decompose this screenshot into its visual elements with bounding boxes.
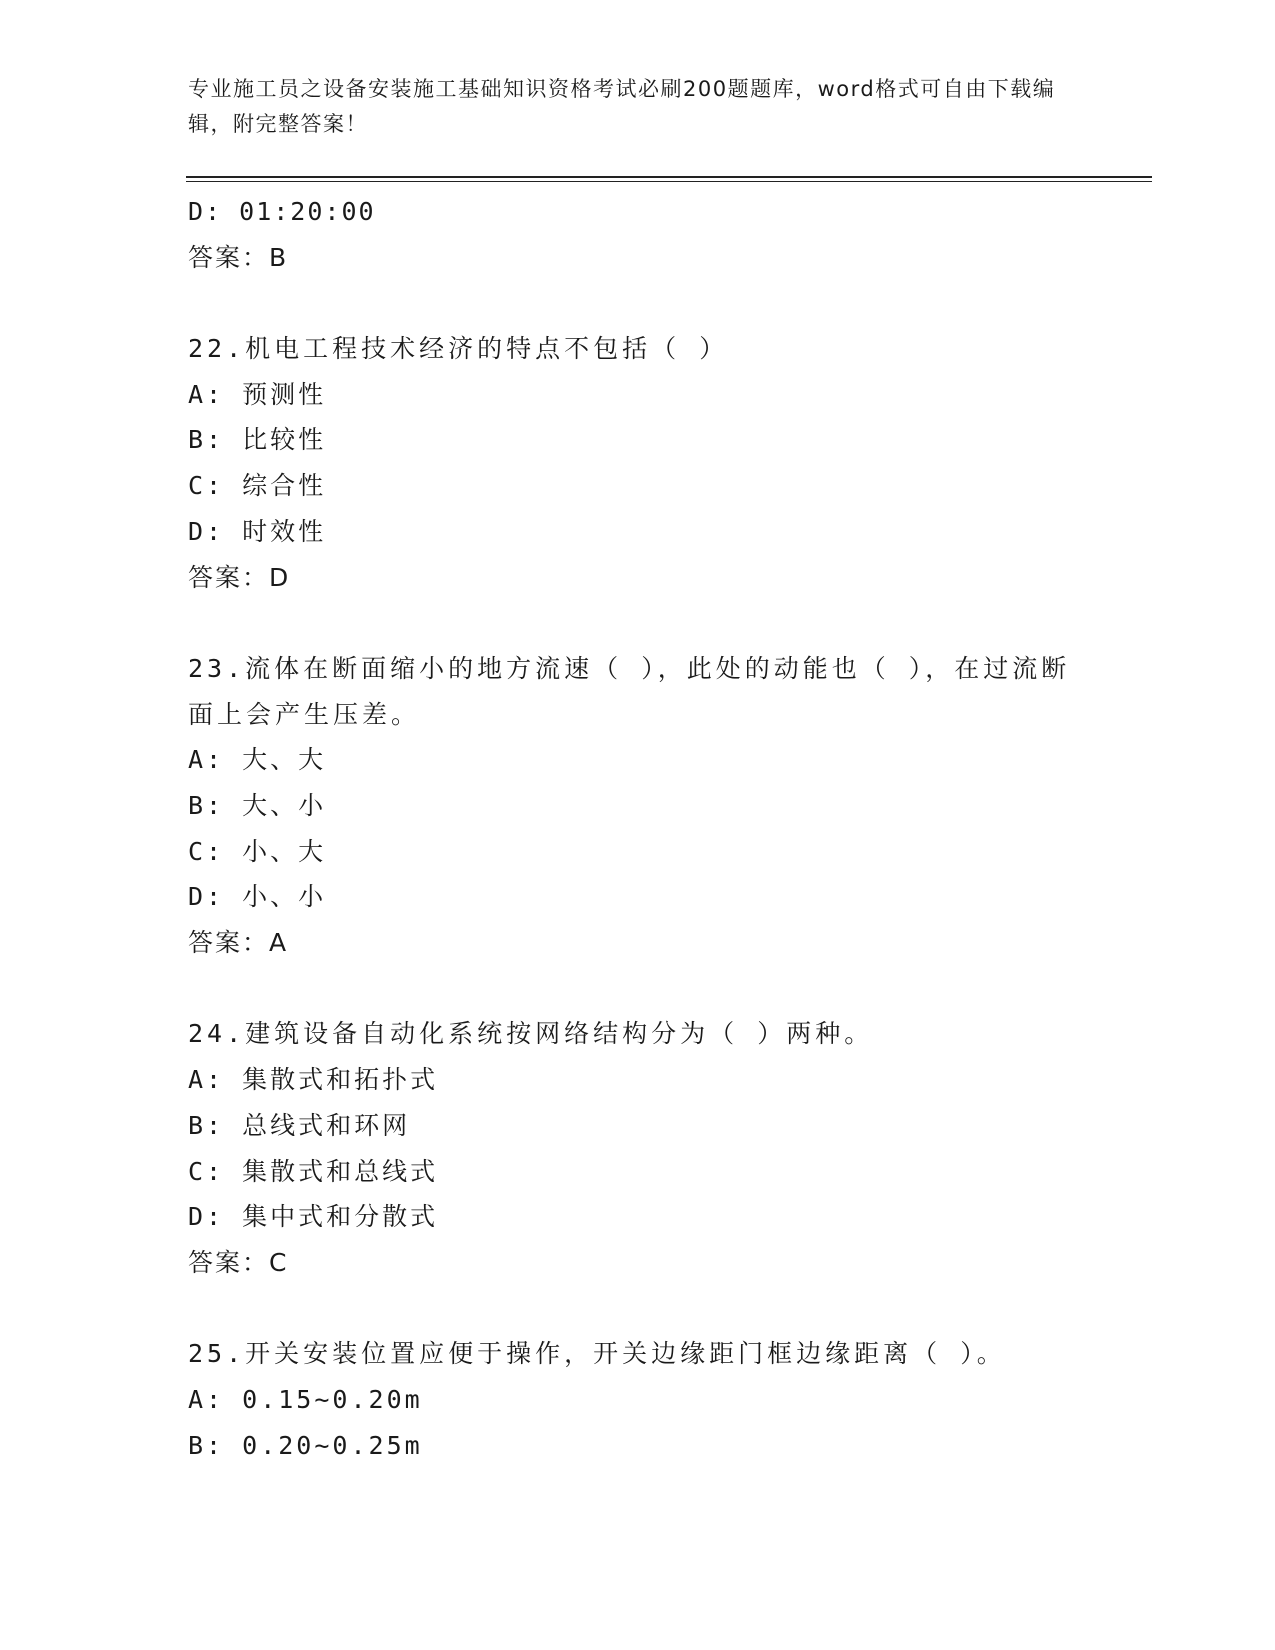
option-d: D: 集中式和分散式 (188, 1202, 439, 1232)
question-22 (188, 326, 1138, 600)
question-text: 23.流体在断面缩小的地方流速（ ），此处的动能也（ ），在过流断面上会产生压差。 (188, 653, 1071, 729)
option-c: C: 综合性 (188, 471, 327, 501)
option-b: B: 比较性 (188, 425, 327, 455)
header-divider-thin (186, 181, 1152, 182)
answer: 答案：A (188, 928, 289, 958)
document-header-title: 专业施工员之设备安装施工基础知识资格考试必刷200题题库，word格式可自由下载编辑，附完整答案！ (188, 77, 1056, 136)
spacer (188, 966, 1138, 1012)
option-a: A: 大、大 (188, 745, 327, 775)
option-b: B: 大、小 (188, 790, 327, 820)
option-d: D: 小、小 (188, 882, 327, 912)
question-text: 22.机电工程技术经济的特点不包括（ ） (188, 334, 729, 364)
question-text: 24.建筑设备自动化系统按网络结构分为（ ）两种。 (188, 1019, 874, 1049)
answer: 答案：D (188, 562, 291, 592)
question-text: 25.开关安装位置应便于操作，开关边缘距门框边缘距离（ ）。 (188, 1339, 1006, 1369)
spacer (188, 280, 1138, 326)
option-c: C: 小、大 (188, 836, 327, 866)
option-c: C: 集散式和总线式 (188, 1156, 439, 1186)
question-content (188, 189, 1138, 1468)
option-b: B: 0.20~0.25m (188, 1430, 423, 1460)
spacer (188, 600, 1138, 646)
question-24 (188, 1011, 1138, 1285)
option-a: A: 0.15~0.20m (188, 1384, 423, 1414)
answer: 答案：C (188, 1247, 289, 1277)
option-d: D: 时效性 (188, 516, 327, 546)
header-divider-thick (186, 176, 1152, 178)
question-25 (188, 1331, 1138, 1468)
previous-option-d: D: 01:20:00 (188, 197, 376, 226)
question-23 (188, 646, 1138, 966)
option-b: B: 总线式和环网 (188, 1110, 411, 1140)
previous-answer: 答案：B (188, 242, 289, 272)
spacer (188, 1286, 1138, 1332)
option-a: A: 预测性 (188, 379, 327, 409)
option-a: A: 集散式和拓扑式 (188, 1065, 439, 1095)
